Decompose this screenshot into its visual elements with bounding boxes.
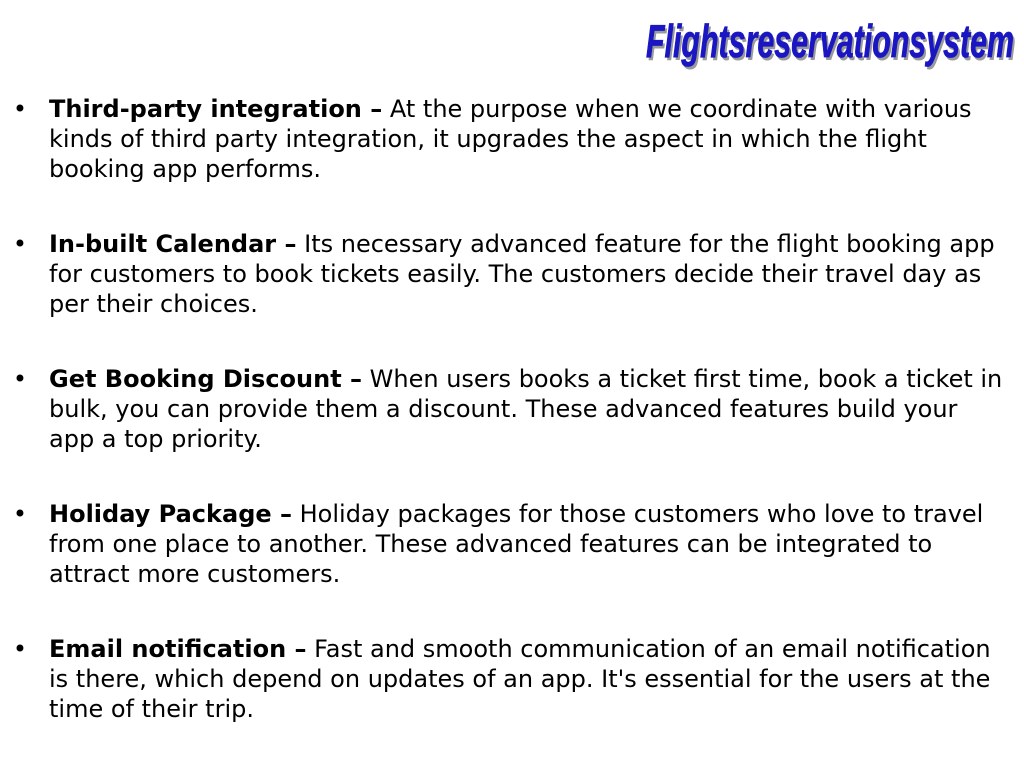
feature-description: Holiday packages for those customers who love to travel from one place to another. These advanced features can be integrated to attract more customers. — [49, 500, 984, 588]
feature-term: Get Booking Discount – — [49, 365, 363, 393]
list-item — [0, 364, 1010, 454]
brand-logo — [644, 6, 1020, 72]
feature-list — [0, 94, 1010, 769]
list-item — [0, 499, 1010, 589]
bullet-icon: • — [12, 365, 28, 393]
feature-description: Its necessary advanced feature for the flight booking app for customers to book tickets easily. The customers decide their travel day as per their choices. — [49, 230, 995, 318]
bullet-icon: • — [12, 500, 28, 528]
list-item — [0, 634, 1010, 724]
feature-description: At the purpose when we coordinate with various kinds of third party integration, it upgrades the aspect in which the flight booking app performs. — [49, 95, 972, 183]
list-item — [0, 94, 1010, 184]
feature-term: Holiday Package – — [49, 500, 292, 528]
feature-term: Email notification – — [49, 635, 307, 663]
bullet-icon: • — [12, 230, 28, 258]
brand-logo-shadow: Flightsreservationsystem — [648, 18, 1016, 70]
bullet-icon: • — [12, 635, 28, 663]
feature-description: When users books a ticket first time, book a ticket in bulk, you can provide them a discount. These advanced features build your app a top priority. — [49, 365, 1003, 453]
feature-term: Third-party integration – — [49, 95, 383, 123]
brand-logo-graphic — [644, 6, 1020, 72]
list-item — [0, 229, 1010, 319]
feature-term: In-built Calendar – — [49, 230, 297, 258]
bullet-icon: • — [12, 95, 28, 123]
feature-description: Fast and smooth communication of an email notification is there, which depend on updates of an app. It's essential for the users at the time of their trip. — [49, 635, 991, 723]
brand-logo-text: Flightsreservationsystem — [646, 15, 1014, 67]
